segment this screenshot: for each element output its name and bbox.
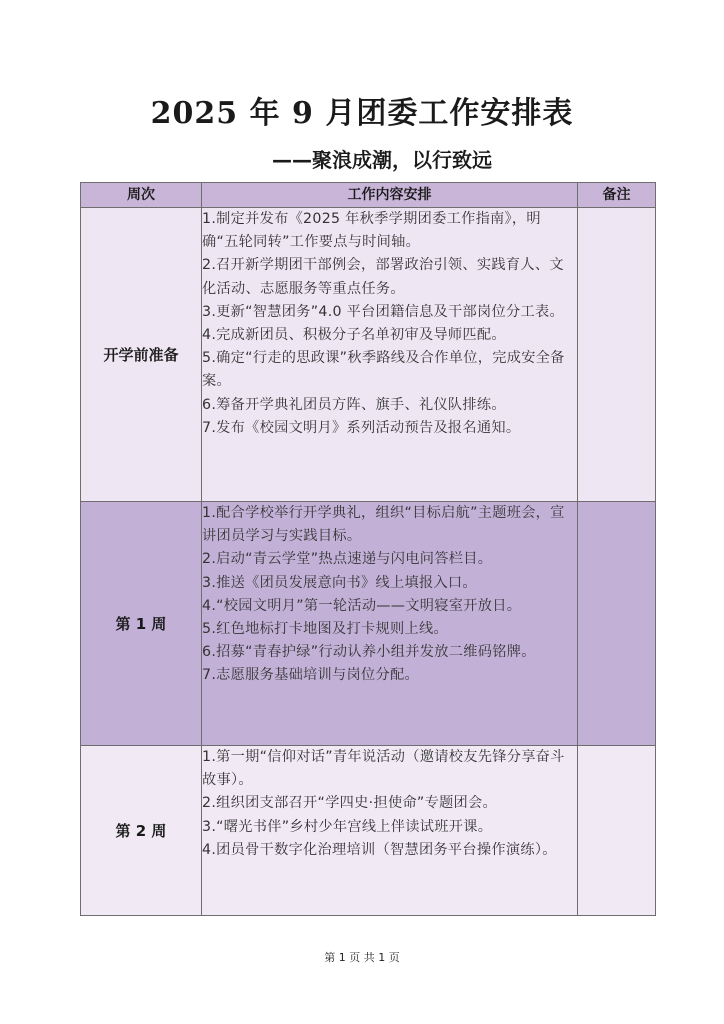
list-item: 6.招募“青春护绿”行动认养小组并发放二维码铭牌。 [202,644,536,661]
list-item: 3.“曙光书伴”乡村少年宫线上伴读试班开课。 [202,818,493,835]
table-row [81,502,656,746]
list-item: 1.第一期“信仰对话”青年说活动（邀请校友先锋分享奋斗故事）。 [202,749,565,789]
page-number: 第 1 页 共 1 页 [324,951,400,964]
week-cell: 开学前准备 [81,208,202,502]
list-item: 7.发布《校园文明月》系列活动预告及报名通知。 [202,419,521,436]
list-item: 1.制定并发布《2025 年秋季学期团委工作指南》，明确“五轮同转”工作要点与时间轴。 [202,211,541,251]
list-item: 4.团员骨干数字化治理培训（智慧团务平台操作演练）。 [202,841,557,858]
list-item: 2.启动“青云学堂”热点速递与闪电问答栏目。 [202,551,493,568]
table-header-row [81,183,656,208]
note-cell [578,502,656,746]
list-item: 4.“校园文明月”第一轮活动——文明寝室开放日。 [202,597,522,614]
list-item: 4.完成新团员、积极分子名单初审及导师匹配。 [202,327,506,344]
content-cell [202,746,578,916]
document-title: 2025 年 9 月团委工作安排表 [150,96,574,131]
note-cell [578,208,656,502]
list-item: 5.红色地标打卡地图及打卡规则上线。 [202,621,448,638]
header-note: 备注 [578,183,656,208]
list-item: 3.更新“智慧团务”4.0 平台团籍信息及干部岗位分工表。 [202,303,564,320]
list-item: 5.确定“行走的思政课”秋季路线及合作单位，完成安全备案。 [202,350,565,390]
content-cell [202,208,578,502]
list-item: 1.配合学校举行开学典礼，组织“目标启航”主题班会，宣讲团员学习与实践目标。 [202,505,565,545]
table-row [81,746,656,916]
list-item: 3.推送《团员发展意向书》线上填报入口。 [202,574,477,591]
document-subtitle: ——聚浪成潮，以行致远 [272,148,492,172]
content-cell [202,502,578,746]
list-item: 2.组织团支部召开“学四史·担使命”专题团会。 [202,795,498,812]
week-cell: 第 2 周 [81,746,202,916]
note-cell [578,746,656,916]
schedule-table [80,182,656,916]
header-content: 工作内容安排 [202,183,578,208]
list-item: 6.筹备开学典礼团员方阵、旗手、礼仪队排练。 [202,396,506,413]
week-cell: 第 1 周 [81,502,202,746]
header-week: 周次 [81,183,202,208]
table-row [81,208,656,502]
list-item: 7.志愿服务基础培训与岗位分配。 [202,667,419,684]
list-item: 2.召开新学期团干部例会，部署政治引领、实践育人、文化活动、志愿服务等重点任务。 [202,257,564,297]
